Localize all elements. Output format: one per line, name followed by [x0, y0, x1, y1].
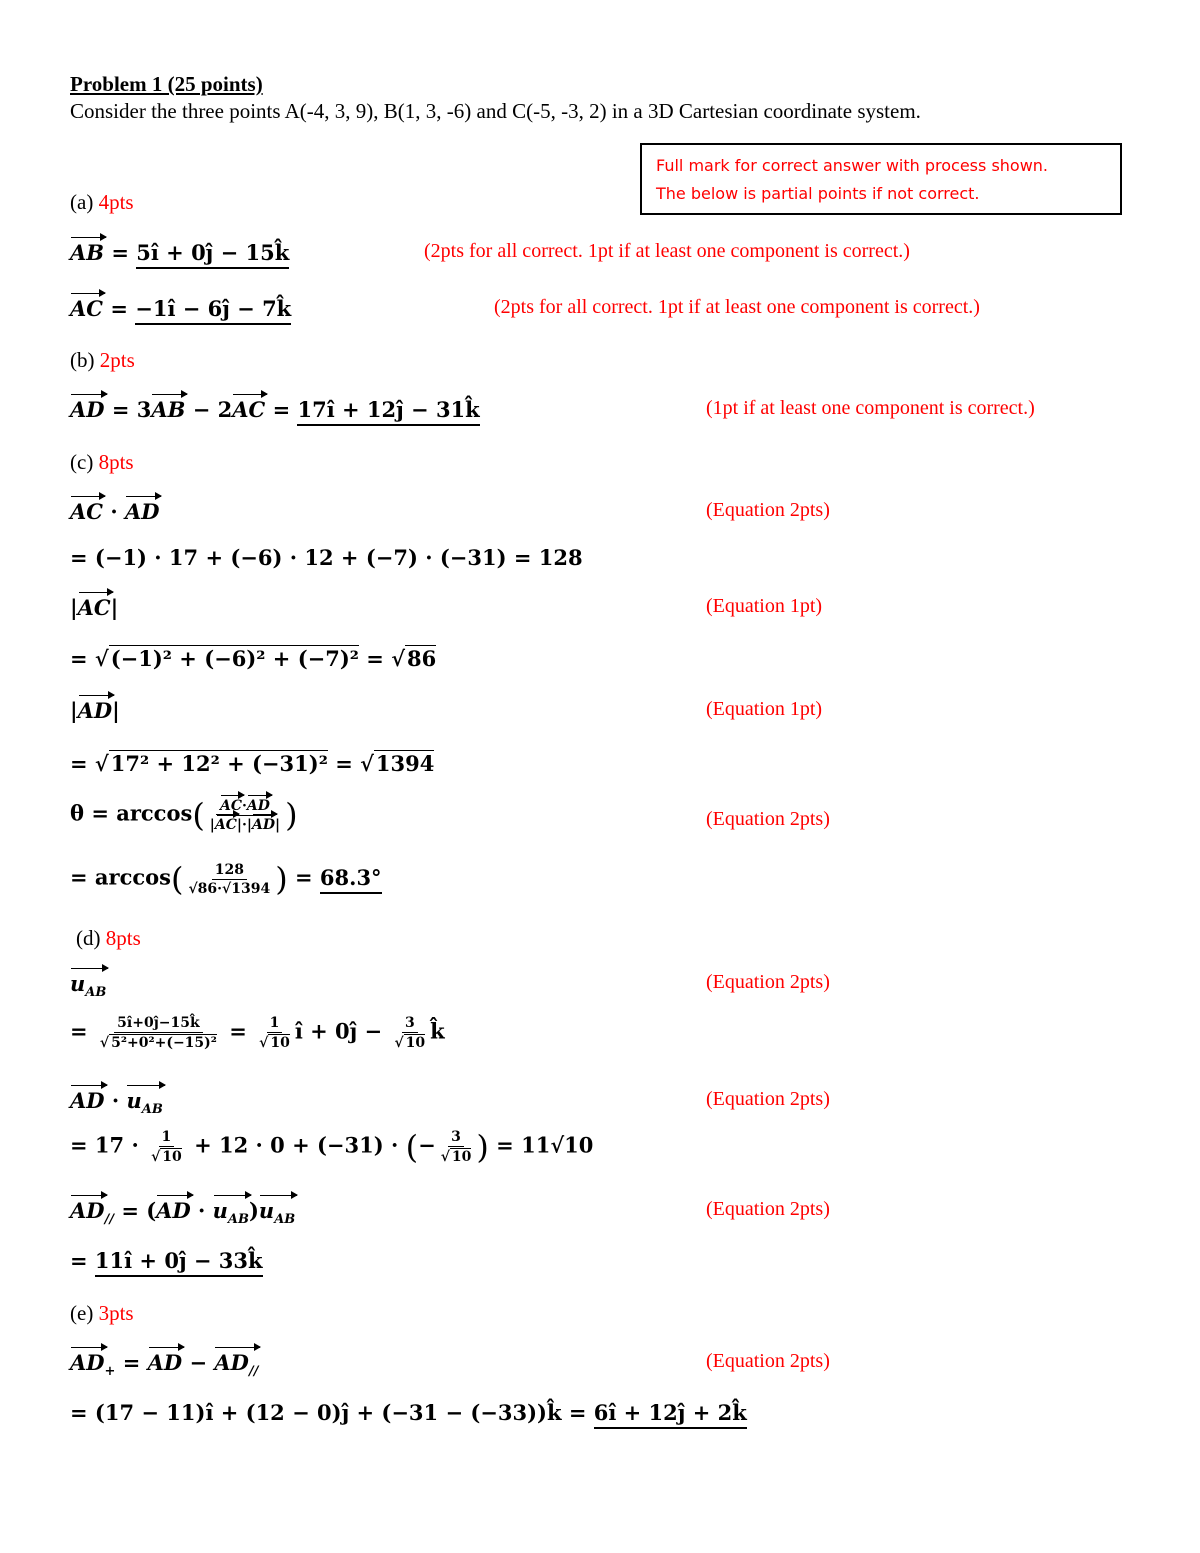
grading-note-line-2: The below is partial points if not correct.: [656, 184, 980, 203]
part-d-par-calc: = 11î + 0ĵ − 33k̂: [70, 1248, 263, 1273]
part-c-theta-num: 128: [212, 862, 247, 880]
part-c-theta-result: 68.3°: [320, 865, 382, 894]
part-c-ad-mag-lhs: |AD|: [70, 698, 120, 723]
part-b-note: (1pt if at least one component is correct.): [706, 397, 1035, 419]
part-c-theta-calc: = arccos( $\frac{128}{√86\cdot√1394}$ ) = 68.3°: [70, 860, 382, 898]
part-d-proj-lhs: AD · $u_{AB}$: [70, 1088, 163, 1117]
part-e-perp-note: (Equation 2pts): [706, 1350, 830, 1372]
part-d-points: 8pts: [105, 926, 141, 950]
part-c-theta-formula: θ = arccos( $\frac{AC\cdot AD}{|AC|\cdot|AD|}$ ): [70, 796, 298, 834]
part-d-proj-result: 11√10: [521, 1132, 594, 1158]
part-b-points: 2pts: [99, 348, 135, 372]
part-c-label: (c): [70, 450, 99, 474]
part-a-ac-result: −1î − 6ĵ − 7k̂: [135, 296, 291, 325]
part-b-expr: = 3: [111, 397, 152, 422]
part-d-label: (d): [76, 926, 106, 950]
part-c-ad-mag-note: (Equation 1pt): [706, 698, 823, 720]
part-c-ac-mag-radicand: (−1)² + (−6)² + (−7)²: [110, 646, 359, 671]
part-b-heading: [70, 348, 135, 373]
part-b-label: (b): [70, 348, 100, 372]
part-a-points: 4pts: [98, 190, 134, 214]
part-e-label: (e): [70, 1301, 99, 1325]
part-b-ad-line: AD = 3AB − 2AC = 17î + 12ĵ − 31k̂: [70, 397, 480, 422]
part-c-theta-den: √86·√1394: [188, 880, 271, 897]
grading-note-box: [640, 143, 1122, 215]
part-c-dot-note: (Equation 2pts): [706, 499, 830, 521]
part-d-u-note: (Equation 2pts): [706, 971, 830, 993]
part-c-ac-mag-result: 86: [407, 646, 437, 671]
part-e-final-line: [70, 1400, 747, 1425]
part-b-expr2: − 2: [185, 397, 233, 422]
part-c-ac-mag-calc: = √(−1)² + (−6)² + (−7)² = √86: [70, 646, 437, 671]
part-d-heading: [76, 926, 141, 951]
part-c-theta-lhs: θ = arccos: [70, 800, 193, 826]
part-c-ad-mag-result: 1394: [375, 751, 435, 776]
part-a-ab-result: 5î + 0ĵ − 15k̂: [136, 240, 289, 269]
part-d-par-note: (Equation 2pts): [706, 1198, 830, 1220]
part-d-proj-note: (Equation 2pts): [706, 1088, 830, 1110]
part-c-points: 8pts: [98, 450, 134, 474]
problem-intro: Consider the three points A(-4, 3, 9), B(1, 3, -6) and C(-5, -3, 2) in a 3D Cartesian coordinate system.: [70, 99, 921, 123]
part-d-u-num: 5î+0ĵ−15k̂: [114, 1015, 203, 1033]
part-c-ad-mag-radicand: 17² + 12² + (−31)²: [110, 751, 328, 776]
part-c-ac-mag-lhs: |AC|: [70, 595, 119, 620]
part-c-ad-mag-calc: = √17² + 12² + (−31)² = √1394: [70, 751, 435, 776]
part-a-ac-note: (2pts for all correct. 1pt if at least one component is correct.): [494, 296, 980, 318]
part-d-u-calc: = $\frac{5î+0ĵ-15k̂}{\text{√ 5²+0²+(−15)²}}$ = $\frac{1}{√ 10}$ î + 0ĵ − $\frac{3}{√ 10}$ k̂: [70, 1015, 445, 1051]
part-c-dot-calc: = (−1) · 17 + (−6) · 12 + (−7) · (−31) = 128: [70, 545, 583, 570]
part-a-ab-note: (2pts for all correct. 1pt if at least one component is correct.): [424, 240, 910, 262]
part-d-par-result: 11î + 0ĵ − 33k̂: [95, 1248, 263, 1277]
part-a-ab-line: AB = 5î + 0ĵ − 15k̂: [70, 240, 289, 265]
problem-title: Problem 1 (25 points): [70, 72, 263, 96]
part-c-dot-lhs: AC · AD: [70, 499, 160, 524]
part-d-proj-calc: = 17 · $\frac{1}{√ 10}$ + 12 · 0 + (−31) · (− $\frac{3}{√ 10}$ ) = 11√10: [70, 1128, 594, 1166]
grading-note-line-1: Full mark for correct answer with process shown.: [656, 156, 1049, 175]
part-c-heading: [70, 450, 134, 475]
part-e-final-calc: = (17 − 11)î + (12 − 0)ĵ + (−31 − (−33))k̂ =: [70, 1400, 594, 1425]
part-b-result: 17î + 12ĵ − 31k̂: [297, 397, 479, 426]
part-e-perp-lhs: $AD_+$ = AD − $AD_{//}$: [70, 1350, 259, 1379]
part-a-heading: [70, 190, 134, 215]
part-e-final-result: 6î + 12ĵ + 2k̂: [594, 1400, 747, 1429]
part-d-u-lhs: $u_{AB}$: [70, 971, 107, 1000]
part-e-points: 3pts: [98, 1301, 134, 1325]
part-c-theta-note: (Equation 2pts): [706, 808, 830, 830]
part-a-label: (a): [70, 190, 99, 214]
part-e-heading: [70, 1301, 134, 1326]
part-d-par-lhs: $AD_{//} = (AD \cdot u_{AB})u_{AB}$: [70, 1198, 296, 1227]
part-c-ac-mag-note: (Equation 1pt): [706, 595, 823, 617]
part-d-u-den: 5²+0²+(−15)²: [111, 1035, 217, 1051]
part-a-ac-line: AC = −1î − 6ĵ − 7k̂: [70, 296, 291, 321]
